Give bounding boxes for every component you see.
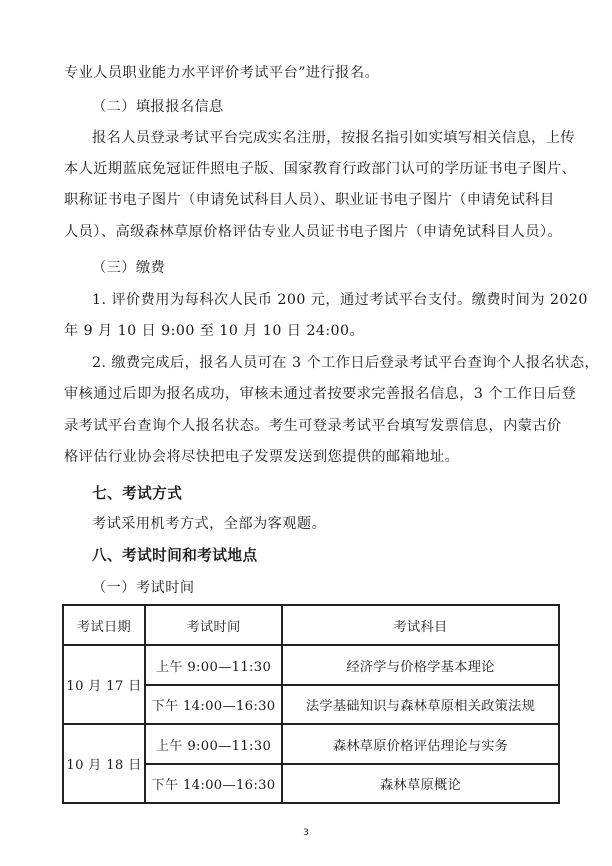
paragraph-line: 格评估行业协会将尽快把电子发票发送到您提供的邮箱地址。	[64, 449, 460, 465]
paragraph-line: 专业人员职业能力水平评价考试平台”进行报名。	[64, 65, 380, 81]
subheading-fill-info: （二）填报报名信息	[92, 99, 224, 115]
table-header-subject: 考试科目	[393, 619, 448, 635]
table-cell-subject: 经济学与价格学基本理论	[346, 659, 495, 675]
paragraph-line: 录考试平台查询个人报名状态。考生可登录考试平台填写发票信息，内蒙古价	[64, 418, 562, 434]
paragraph-line: 年 9 月 10 日 9:00 至 10 月 10 日 24:00。	[64, 323, 365, 339]
paragraph-line: 2. 缴费完成后，报名人员可在 3 个工作日后登录考试平台查询个人报名状态，	[92, 355, 600, 371]
subheading-payment: （三）缴费	[92, 260, 166, 276]
table-cell-subject: 法学基础知识与森林草原相关政策法规	[305, 699, 536, 714]
section-heading-exam-method: 七、考试方式	[92, 485, 183, 502]
paragraph-line: 考试采用机考方式，全部为客观题。	[92, 516, 327, 532]
paragraph-line: 人员）、高级森林草原价格评估专业人员证书电子图片（申请免试科目人员）。	[64, 224, 563, 240]
section-heading-exam-time-place: 八、考试时间和考试地点	[92, 547, 258, 564]
table-header-time: 考试时间	[186, 619, 241, 635]
paragraph-line: 审核通过后即为报名成功，审核未通过者按要求完善报名信息，3 个工作日后登	[64, 386, 577, 402]
table-cell-time: 上午 9:00—11:30	[155, 659, 272, 675]
table-header-date: 考试日期	[77, 619, 131, 635]
table-cell-date: 10 月 18 日	[66, 758, 142, 773]
paragraph-line: 本人近期蓝底免冠证件照电子版、国家教育行政部门认可的学历证书电子图片、	[64, 161, 577, 177]
paragraph-line: 1. 评价费用为每科次人民币 200 元，通过考试平台支付。缴费时间为 2020	[92, 292, 588, 308]
table-cell-time: 下午 14:00—16:30	[151, 778, 276, 793]
table-cell-subject: 森林草原概论	[380, 778, 461, 793]
exam-schedule-table	[62, 604, 560, 804]
subheading-exam-time: （一）考试时间	[92, 580, 195, 596]
table-cell-date: 10 月 17 日	[66, 679, 142, 694]
page-number: 3	[303, 828, 309, 838]
paragraph-line: 职称证书电子图片（申请免试科目人员）、职业证书电子图片（申请免试科目	[64, 192, 555, 208]
table-cell-subject: 森林草原价格评估理论与实务	[332, 738, 509, 754]
table-cell-time: 上午 9:00—11:30	[155, 738, 272, 754]
paragraph-line: 报名人员登录考试平台完成实名注册，按报名指引如实填写相关信息，上传	[92, 130, 576, 146]
table-cell-time: 下午 14:00—16:30	[151, 699, 276, 714]
